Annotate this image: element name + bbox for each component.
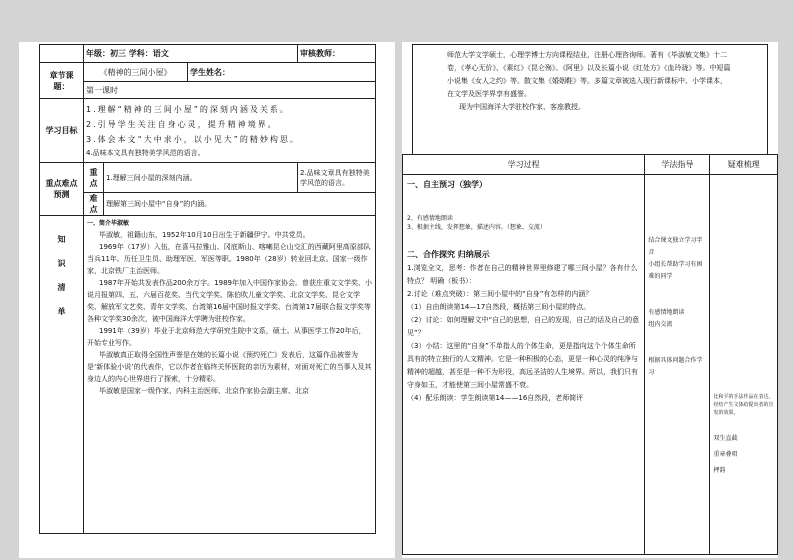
process-item: （1）自由朗读第14—17自然段，概括第三间小屋的特点。 [407,303,591,311]
author-paragraph: 毕淑敏真正取得全国性声誉是在她的长篇小说《预约死亡》发表后，这篇作品被誉为是‘新体验小说’的代表作，它以作者在临终关怀医院的亲历为素材，对面对死亡的当事人及其身边人的内心世界进行了探索，十分精彩。 [87,351,372,383]
author-paragraph: 1987年开始共发表作品200余万字。1989年加入中国作家协会。曾获庄重文文学奖、小说月报第四、五、六届百花奖、当代文学奖、陈伯吹儿童文学奖、北京文学奖、昆仑文学奖、解放军文艺奖、青年文学奖、台湾第16届中国时报文学奖、台湾第17届联合报文学奖等各种文学奖30余次，被中国海洋大学聘为驻校作家。 [87,279,372,323]
key-points-label: 重点难点预测 [40,163,84,216]
process-item: 2、有感情地朗读 [407,215,453,222]
method-item: 小组长帮助学习有困难的同学 [648,261,703,280]
process-item: （4）配乐朗读：学生朗读第14——16自然段，老师简评 [407,394,584,402]
method-item: 结合课文独立学习字音 [648,237,703,256]
goal-item: 4.品味本文具有独特美学风范的语言。 [86,149,205,157]
goals-list [84,99,376,163]
goal-item: 2.引导学生关注自身心灵，提升精神境界。 [86,120,278,129]
process-cell [403,175,645,555]
header-method: 学法指导 [645,155,710,175]
author-paragraph: 毕淑敏是国家一级作家、内科主治医师、北京作家协会副主席、北京 [99,387,309,395]
section-heading: 二、合作探究 归纳展示 [407,250,490,259]
chapter-label: 章节课题： [40,63,84,99]
knowledge-label-text: 知识清单 [57,235,66,316]
goal-item: 3.体会本文“大中求小，以小见大”的精妙构思。 [86,135,300,144]
author-heading: 一、简介毕淑敏 [87,220,130,227]
author-paragraph: 1969年（17岁）入伍，在喜马拉雅山、冈底斯山、喀喇昆仑山交汇的西藏阿里高原部队当兵11年。历任卫生员、助理军医、军医等职。1980年（28岁）转业回北京。国家一级作家，北京铁厂主治医师。 [87,243,371,275]
knowledge-label [40,216,84,534]
intro-cell [413,45,768,155]
process-table [402,154,778,555]
process-item: 1.浏览全文，思考：作者在自己的精神世界里修建了哪三间小屋？各有什么特点？ 明确（板书）： [407,264,638,285]
doubt-item: 双生直截 [713,435,738,442]
process-item: （2）讨论：如何理解文中“自己的思想，自己的发现，自己的话及自己的意见”？ [407,316,640,337]
doubts-cell [710,175,778,555]
author-intro [84,216,376,534]
method-item: 有感情地朗读 [648,309,685,316]
reviewer-label: 审核教师： [298,45,376,63]
process-item: （3）小结：这里的“自身”不单指人的个体生命，更是指向这个个体生命所具有的特立独行的人文精神。它是一种积极的心态，更是一种心灵的纯净与精神的超越，甚至是一种不为形役，高远圣洁的人生境界。所以，我们只有守身如玉，才能使第三间小屋常盛不衰。 [407,342,638,389]
zhongdian-item-2: 2.品味文章具有独特美学风范的语言。 [298,163,376,193]
nandian-text: 理解第三间小屋中“自身”的内涵。 [104,193,376,216]
blank-cell [40,45,84,63]
student-name-label: 学生姓名： [188,63,376,82]
header-doubts: 疑难梳理 [710,155,778,175]
method-cell [645,175,710,555]
process-item: 2.讨论（难点突破）：第三间小屋中的“自身”有怎样的内涵？ [407,290,593,298]
method-item: 根据具体问题合作学习 [648,357,703,376]
goal-item: 1.理解“精神的三间小屋”的深刻内涵及关系。 [86,105,290,114]
method-item: 组内交流 [648,321,673,328]
page-right [402,42,778,558]
author-paragraph: 1991年（39岁）毕业于北京师范大学研究生院中文系，硕士。从事医学工作20年后，开始专业写作。 [87,327,366,347]
lesson-plan-table [39,44,376,534]
header-process: 学习过程 [403,155,645,175]
nandian-label: 难点 [84,193,104,216]
intro-table [412,44,768,155]
section-heading: 一、自主预习（独学） [407,180,487,189]
goals-label: 学习目标 [40,99,84,163]
period: 第一课时 [84,82,376,99]
doubt-item: 重章叠唱 [713,451,738,458]
doubt-item: 比和平的手法作品在表达，经结产生文体给提出者的宣发的效果。 [713,394,774,416]
zhongdian-label: 重点 [84,163,104,193]
page-left [19,42,395,558]
intro-text: 师范大学文学硕士，心理学博士方向课程结业，注册心理咨询师。著有《毕淑敏文集》十二卷，《孝心无价》、《素红》《昆仑殇》、《阿里》以及长篇小说《红处方》《血玲珑》等。中短篇小说集《女人之约》等。散文集《婚姻鞋》等。多篇文章被选入现行新课标中、小学课本，在文学及医学界享有盛誉。 [447,51,731,98]
grade-subject: 年级：初三 学科：语文 [84,45,298,63]
process-item: 3、根据主线，发挥想象，描述内容。（想象、交流） [407,224,546,231]
doubt-item: 押韵 [713,467,726,474]
zhongdian-item-1: 1.理解三间小屋的深刻内涵。 [104,163,298,193]
author-paragraph: 毕淑敏，祖籍山东，1952年10月10日出生于新疆伊宁。中共党员。 [99,231,310,239]
intro-text: 现为中国海洋大学驻校作家、客座教授。 [459,103,585,111]
lesson-title: 《精神的三间小屋》 [84,63,188,82]
